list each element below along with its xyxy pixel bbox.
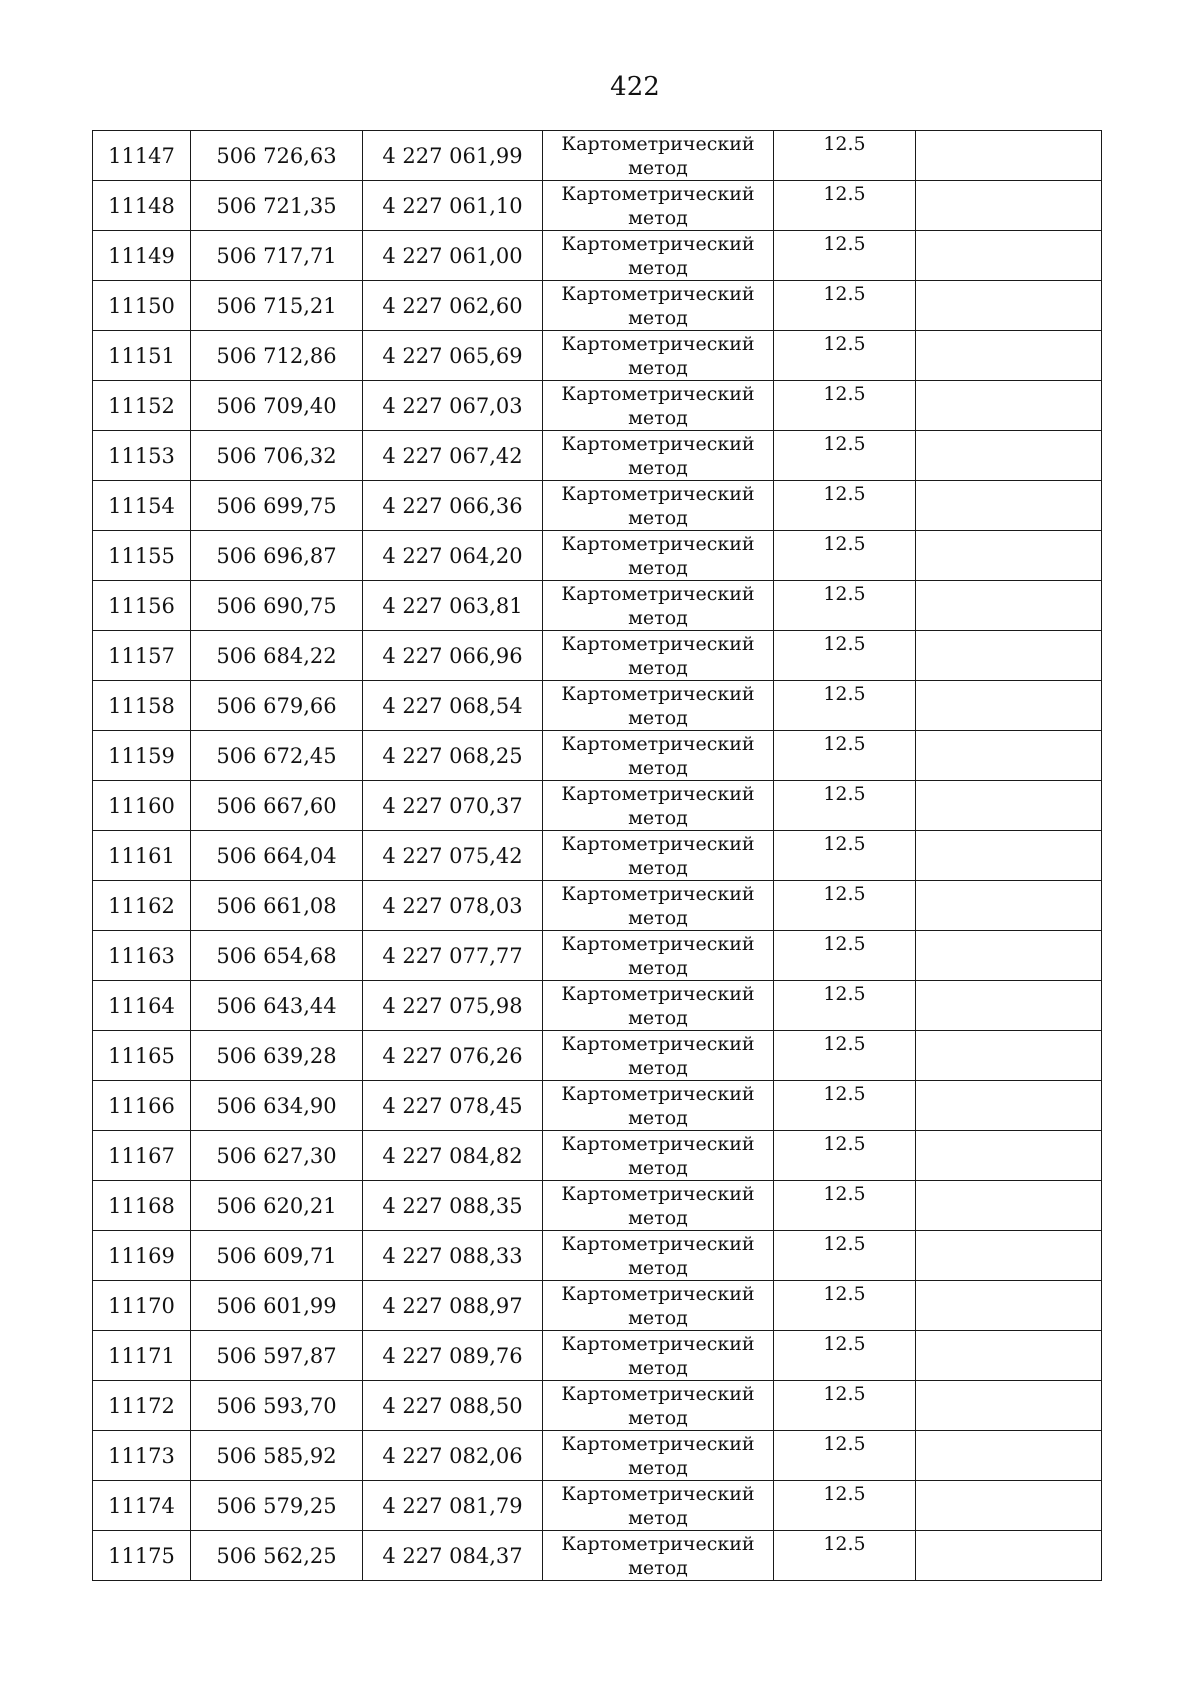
y-coordinate-cell: 4 227 089,76: [363, 1331, 543, 1381]
y-coordinate-cell: 4 227 067,03: [363, 381, 543, 431]
note-cell: [916, 331, 1102, 381]
method-cell: [543, 731, 774, 781]
method-cell: [543, 981, 774, 1031]
y-coordinate-cell: 4 227 068,54: [363, 681, 543, 731]
accuracy-cell: 12.5: [774, 731, 916, 781]
method-line-1: Картометрический: [561, 132, 755, 155]
y-coordinate-cell: 4 227 063,81: [363, 581, 543, 631]
accuracy-cell: 12.5: [774, 1381, 916, 1431]
x-coordinate-cell: 506 721,35: [191, 181, 363, 231]
method-line-1: Картометрический: [561, 782, 755, 805]
note-cell: [916, 931, 1102, 981]
accuracy-cell: 12.5: [774, 1181, 916, 1231]
method-line-2: метод: [628, 1106, 688, 1129]
method-cell: [543, 1431, 774, 1481]
method-cell: [543, 131, 774, 181]
accuracy-cell: 12.5: [774, 231, 916, 281]
coordinates-table-body: [93, 131, 1102, 1581]
method-cell: [543, 181, 774, 231]
method-line-2: метод: [628, 406, 688, 429]
note-cell: [916, 1081, 1102, 1131]
note-cell: [916, 1531, 1102, 1581]
table-row: [93, 1031, 1102, 1081]
point-id-cell: 11150: [93, 281, 191, 331]
note-cell: [916, 581, 1102, 631]
table-row: [93, 631, 1102, 681]
method-cell: [543, 531, 774, 581]
table-row: [93, 731, 1102, 781]
table-row: [93, 881, 1102, 931]
accuracy-cell: 12.5: [774, 981, 916, 1031]
y-coordinate-cell: 4 227 061,99: [363, 131, 543, 181]
table-row: [93, 131, 1102, 181]
method-cell: [543, 1281, 774, 1331]
note-cell: [916, 1131, 1102, 1181]
table-row: [93, 231, 1102, 281]
point-id-cell: 11167: [93, 1131, 191, 1181]
point-id-cell: 11154: [93, 481, 191, 531]
x-coordinate-cell: 506 679,66: [191, 681, 363, 731]
point-id-cell: 11173: [93, 1431, 191, 1481]
x-coordinate-cell: 506 684,22: [191, 631, 363, 681]
x-coordinate-cell: 506 715,21: [191, 281, 363, 331]
accuracy-cell: 12.5: [774, 1481, 916, 1531]
table-row: [93, 281, 1102, 331]
note-cell: [916, 681, 1102, 731]
method-line-2: метод: [628, 606, 688, 629]
method-cell: [543, 381, 774, 431]
point-id-cell: 11156: [93, 581, 191, 631]
method-line-2: метод: [628, 156, 688, 179]
method-line-2: метод: [628, 356, 688, 379]
x-coordinate-cell: 506 620,21: [191, 1181, 363, 1231]
point-id-cell: 11153: [93, 431, 191, 481]
note-cell: [916, 431, 1102, 481]
method-cell: [543, 831, 774, 881]
accuracy-cell: 12.5: [774, 1331, 916, 1381]
accuracy-cell: 12.5: [774, 581, 916, 631]
y-coordinate-cell: 4 227 084,82: [363, 1131, 543, 1181]
x-coordinate-cell: 506 717,71: [191, 231, 363, 281]
note-cell: [916, 1331, 1102, 1381]
method-line-2: метод: [628, 456, 688, 479]
method-line-1: Картометрический: [561, 1132, 755, 1155]
y-coordinate-cell: 4 227 081,79: [363, 1481, 543, 1531]
y-coordinate-cell: 4 227 075,42: [363, 831, 543, 881]
point-id-cell: 11159: [93, 731, 191, 781]
x-coordinate-cell: 506 597,87: [191, 1331, 363, 1381]
accuracy-cell: 12.5: [774, 181, 916, 231]
point-id-cell: 11165: [93, 1031, 191, 1081]
note-cell: [916, 831, 1102, 881]
point-id-cell: 11155: [93, 531, 191, 581]
method-line-2: метод: [628, 206, 688, 229]
note-cell: [916, 131, 1102, 181]
table-row: [93, 181, 1102, 231]
y-coordinate-cell: 4 227 077,77: [363, 931, 543, 981]
table-row: [93, 331, 1102, 381]
note-cell: [916, 1481, 1102, 1531]
y-coordinate-cell: 4 227 088,97: [363, 1281, 543, 1331]
point-id-cell: 11172: [93, 1381, 191, 1431]
method-line-2: метод: [628, 756, 688, 779]
note-cell: [916, 1031, 1102, 1081]
point-id-cell: 11174: [93, 1481, 191, 1531]
x-coordinate-cell: 506 627,30: [191, 1131, 363, 1181]
note-cell: [916, 1431, 1102, 1481]
method-cell: [543, 1081, 774, 1131]
method-line-2: метод: [628, 1556, 688, 1579]
accuracy-cell: 12.5: [774, 131, 916, 181]
point-id-cell: 11148: [93, 181, 191, 231]
accuracy-cell: 12.5: [774, 1431, 916, 1481]
note-cell: [916, 531, 1102, 581]
method-cell: [543, 331, 774, 381]
method-line-1: Картометрический: [561, 1532, 755, 1555]
table-row: [93, 1131, 1102, 1181]
point-id-cell: 11166: [93, 1081, 191, 1131]
y-coordinate-cell: 4 227 068,25: [363, 731, 543, 781]
method-line-1: Картометрический: [561, 1232, 755, 1255]
method-cell: [543, 281, 774, 331]
method-line-2: метод: [628, 1456, 688, 1479]
method-line-2: метод: [628, 856, 688, 879]
y-coordinate-cell: 4 227 070,37: [363, 781, 543, 831]
x-coordinate-cell: 506 634,90: [191, 1081, 363, 1131]
point-id-cell: 11160: [93, 781, 191, 831]
method-cell: [543, 1031, 774, 1081]
point-id-cell: 11161: [93, 831, 191, 881]
method-line-2: метод: [628, 806, 688, 829]
method-cell: [543, 1331, 774, 1381]
method-line-1: Картометрический: [561, 982, 755, 1005]
y-coordinate-cell: 4 227 062,60: [363, 281, 543, 331]
accuracy-cell: 12.5: [774, 681, 916, 731]
method-cell: [543, 231, 774, 281]
accuracy-cell: 12.5: [774, 831, 916, 881]
y-coordinate-cell: 4 227 067,42: [363, 431, 543, 481]
note-cell: [916, 1181, 1102, 1231]
accuracy-cell: 12.5: [774, 531, 916, 581]
accuracy-cell: 12.5: [774, 781, 916, 831]
method-line-1: Картометрический: [561, 1482, 755, 1505]
accuracy-cell: 12.5: [774, 1231, 916, 1281]
note-cell: [916, 631, 1102, 681]
table-row: [93, 581, 1102, 631]
method-line-2: метод: [628, 1006, 688, 1029]
x-coordinate-cell: 506 690,75: [191, 581, 363, 631]
method-line-2: метод: [628, 1206, 688, 1229]
accuracy-cell: 12.5: [774, 481, 916, 531]
table-row: [93, 831, 1102, 881]
table-row: [93, 1281, 1102, 1331]
point-id-cell: 11163: [93, 931, 191, 981]
method-line-2: метод: [628, 1506, 688, 1529]
x-coordinate-cell: 506 562,25: [191, 1531, 363, 1581]
method-cell: [543, 1181, 774, 1231]
method-line-2: метод: [628, 1156, 688, 1179]
note-cell: [916, 1281, 1102, 1331]
method-cell: [543, 1381, 774, 1431]
x-coordinate-cell: 506 639,28: [191, 1031, 363, 1081]
table-row: [93, 381, 1102, 431]
note-cell: [916, 881, 1102, 931]
method-line-1: Картометрический: [561, 1082, 755, 1105]
accuracy-cell: 12.5: [774, 1081, 916, 1131]
point-id-cell: 11168: [93, 1181, 191, 1231]
accuracy-cell: 12.5: [774, 281, 916, 331]
method-cell: [543, 931, 774, 981]
method-cell: [543, 431, 774, 481]
method-line-1: Картометрический: [561, 1282, 755, 1305]
point-id-cell: 11151: [93, 331, 191, 381]
note-cell: [916, 231, 1102, 281]
point-id-cell: 11152: [93, 381, 191, 431]
x-coordinate-cell: 506 593,70: [191, 1381, 363, 1431]
table-row: [93, 1231, 1102, 1281]
method-line-1: Картометрический: [561, 682, 755, 705]
method-cell: [543, 581, 774, 631]
method-line-1: Картометрический: [561, 932, 755, 955]
method-line-2: метод: [628, 1406, 688, 1429]
accuracy-cell: 12.5: [774, 1531, 916, 1581]
method-line-2: метод: [628, 656, 688, 679]
x-coordinate-cell: 506 709,40: [191, 381, 363, 431]
point-id-cell: 11171: [93, 1331, 191, 1381]
x-coordinate-cell: 506 712,86: [191, 331, 363, 381]
point-id-cell: 11158: [93, 681, 191, 731]
method-cell: [543, 1131, 774, 1181]
method-line-2: метод: [628, 506, 688, 529]
page-number: 422: [610, 72, 660, 102]
table-row: [93, 481, 1102, 531]
note-cell: [916, 731, 1102, 781]
y-coordinate-cell: 4 227 061,10: [363, 181, 543, 231]
point-id-cell: 11169: [93, 1231, 191, 1281]
accuracy-cell: 12.5: [774, 931, 916, 981]
method-line-1: Картометрический: [561, 232, 755, 255]
x-coordinate-cell: 506 726,63: [191, 131, 363, 181]
note-cell: [916, 181, 1102, 231]
x-coordinate-cell: 506 706,32: [191, 431, 363, 481]
method-cell: [543, 481, 774, 531]
point-id-cell: 11175: [93, 1531, 191, 1581]
method-line-1: Картометрический: [561, 632, 755, 655]
table-row: [93, 981, 1102, 1031]
method-line-2: метод: [628, 256, 688, 279]
x-coordinate-cell: 506 643,44: [191, 981, 363, 1031]
y-coordinate-cell: 4 227 088,50: [363, 1381, 543, 1431]
table-row: [93, 1331, 1102, 1381]
method-line-1: Картометрический: [561, 182, 755, 205]
method-line-2: метод: [628, 1356, 688, 1379]
table-row: [93, 531, 1102, 581]
x-coordinate-cell: 506 609,71: [191, 1231, 363, 1281]
y-coordinate-cell: 4 227 088,35: [363, 1181, 543, 1231]
method-line-2: метод: [628, 1256, 688, 1279]
table-row: [93, 931, 1102, 981]
table-row: [93, 1431, 1102, 1481]
point-id-cell: 11149: [93, 231, 191, 281]
accuracy-cell: 12.5: [774, 1131, 916, 1181]
method-line-1: Картометрический: [561, 432, 755, 455]
method-line-1: Картометрический: [561, 532, 755, 555]
y-coordinate-cell: 4 227 065,69: [363, 331, 543, 381]
method-cell: [543, 631, 774, 681]
note-cell: [916, 781, 1102, 831]
table-row: [93, 1531, 1102, 1581]
note-cell: [916, 1231, 1102, 1281]
table-row: [93, 1081, 1102, 1131]
table-row: [93, 1381, 1102, 1431]
method-line-1: Картометрический: [561, 332, 755, 355]
accuracy-cell: 12.5: [774, 631, 916, 681]
accuracy-cell: 12.5: [774, 381, 916, 431]
x-coordinate-cell: 506 664,04: [191, 831, 363, 881]
accuracy-cell: 12.5: [774, 331, 916, 381]
table-row: [93, 431, 1102, 481]
point-id-cell: 11147: [93, 131, 191, 181]
method-line-1: Картометрический: [561, 1332, 755, 1355]
note-cell: [916, 381, 1102, 431]
y-coordinate-cell: 4 227 078,45: [363, 1081, 543, 1131]
x-coordinate-cell: 506 667,60: [191, 781, 363, 831]
x-coordinate-cell: 506 654,68: [191, 931, 363, 981]
y-coordinate-cell: 4 227 075,98: [363, 981, 543, 1031]
point-id-cell: 11162: [93, 881, 191, 931]
y-coordinate-cell: 4 227 061,00: [363, 231, 543, 281]
y-coordinate-cell: 4 227 084,37: [363, 1531, 543, 1581]
x-coordinate-cell: 506 696,87: [191, 531, 363, 581]
method-line-1: Картометрический: [561, 282, 755, 305]
y-coordinate-cell: 4 227 066,36: [363, 481, 543, 531]
accuracy-cell: 12.5: [774, 1031, 916, 1081]
x-coordinate-cell: 506 601,99: [191, 1281, 363, 1331]
y-coordinate-cell: 4 227 066,96: [363, 631, 543, 681]
accuracy-cell: 12.5: [774, 1281, 916, 1331]
note-cell: [916, 481, 1102, 531]
method-line-1: Картометрический: [561, 832, 755, 855]
note-cell: [916, 1381, 1102, 1431]
method-cell: [543, 1231, 774, 1281]
method-line-2: метод: [628, 906, 688, 929]
method-line-2: метод: [628, 556, 688, 579]
point-id-cell: 11170: [93, 1281, 191, 1331]
method-line-1: Картометрический: [561, 582, 755, 605]
table-row: [93, 681, 1102, 731]
method-cell: [543, 781, 774, 831]
method-line-2: метод: [628, 1306, 688, 1329]
y-coordinate-cell: 4 227 076,26: [363, 1031, 543, 1081]
accuracy-cell: 12.5: [774, 881, 916, 931]
coordinates-table: [92, 130, 1102, 1581]
method-line-1: Картометрический: [561, 1032, 755, 1055]
note-cell: [916, 981, 1102, 1031]
method-line-1: Картометрический: [561, 1382, 755, 1405]
table-row: [93, 1481, 1102, 1531]
method-line-2: метод: [628, 306, 688, 329]
method-line-1: Картометрический: [561, 482, 755, 505]
method-line-1: Картометрический: [561, 1182, 755, 1205]
method-cell: [543, 681, 774, 731]
method-line-2: метод: [628, 706, 688, 729]
y-coordinate-cell: 4 227 078,03: [363, 881, 543, 931]
method-line-1: Картометрический: [561, 1432, 755, 1455]
method-cell: [543, 1481, 774, 1531]
method-cell: [543, 1531, 774, 1581]
y-coordinate-cell: 4 227 082,06: [363, 1431, 543, 1481]
method-line-2: метод: [628, 1056, 688, 1079]
method-cell: [543, 881, 774, 931]
point-id-cell: 11157: [93, 631, 191, 681]
point-id-cell: 11164: [93, 981, 191, 1031]
y-coordinate-cell: 4 227 064,20: [363, 531, 543, 581]
x-coordinate-cell: 506 672,45: [191, 731, 363, 781]
method-line-1: Картометрический: [561, 732, 755, 755]
x-coordinate-cell: 506 699,75: [191, 481, 363, 531]
accuracy-cell: 12.5: [774, 431, 916, 481]
table-row: [93, 1181, 1102, 1231]
x-coordinate-cell: 506 579,25: [191, 1481, 363, 1531]
note-cell: [916, 281, 1102, 331]
table-row: [93, 781, 1102, 831]
method-line-1: Картометрический: [561, 382, 755, 405]
y-coordinate-cell: 4 227 088,33: [363, 1231, 543, 1281]
method-line-2: метод: [628, 956, 688, 979]
x-coordinate-cell: 506 585,92: [191, 1431, 363, 1481]
x-coordinate-cell: 506 661,08: [191, 881, 363, 931]
method-line-1: Картометрический: [561, 882, 755, 905]
